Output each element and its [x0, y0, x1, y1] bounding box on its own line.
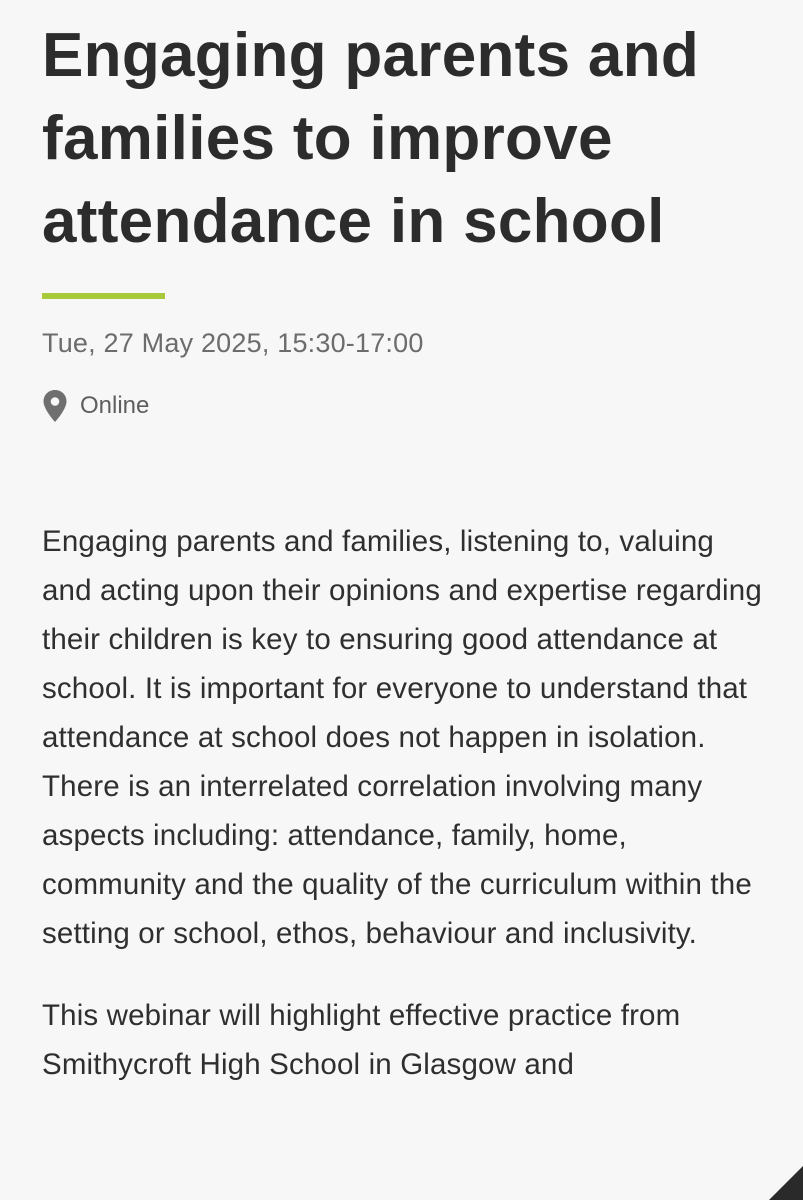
description-paragraph-2: This webinar will highlight effective practice from Smithycroft High School in Glasgow and	[42, 999, 681, 1081]
event-title: Engaging parents and families to improve attendance in school	[42, 21, 700, 256]
location-label: Online	[80, 392, 150, 419]
map-pin-icon	[42, 389, 68, 423]
corner-scroll-indicator	[769, 1166, 803, 1200]
event-location	[42, 388, 763, 424]
event-date-time: Tue, 27 May 2025, 15:30-17:00	[42, 328, 424, 358]
description-paragraph-1: Engaging parents and families, listening to, valuing and acting upon their opinions and expertise regarding their children is key to ensuring good attendance at school. It is important for everyone to understand that attendance at school does not happen in isolation. There is an interrelated correlation involving many aspects including: attendance, family, home, community and the quality of the curriculum within the setting or school, ethos, behaviour and inclusivity.	[42, 525, 762, 950]
title-accent-divider	[42, 293, 165, 299]
